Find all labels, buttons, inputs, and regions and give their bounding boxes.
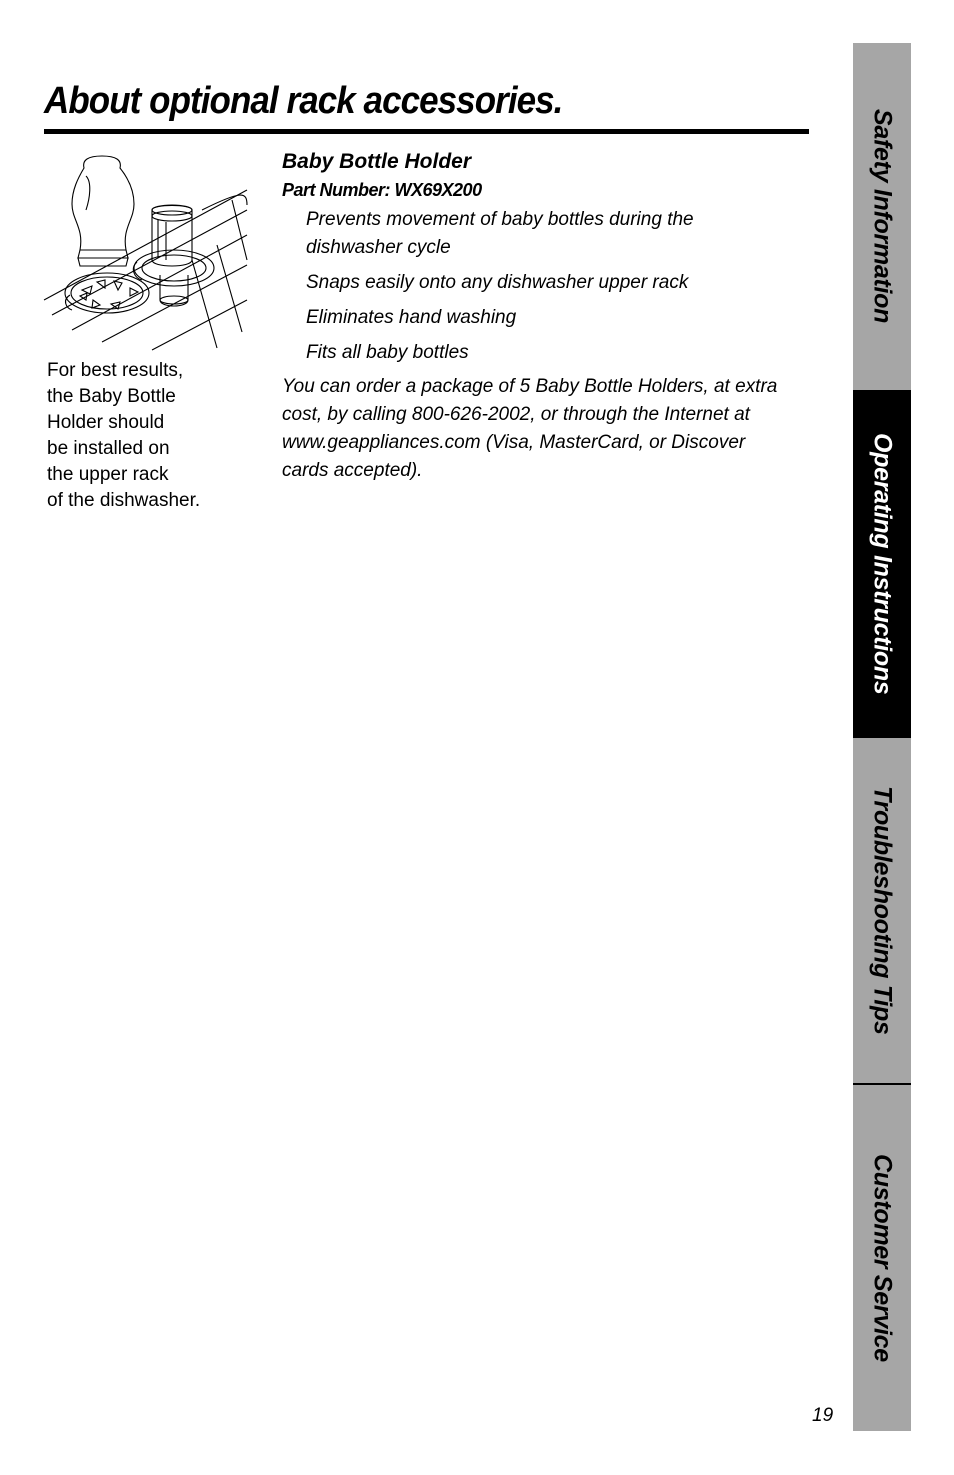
caption-line: For best results, [47,360,184,381]
tab-label: Troubleshooting Tips [868,786,897,1035]
caption-line: Holder should [47,412,165,433]
tab-label: Safety Information [868,109,897,324]
feature-item: Fits all baby bottles [306,342,469,363]
feature-item: Snaps easily onto any dishwasher upper rack [306,272,689,293]
tab-label: Customer Service [868,1154,897,1362]
tab-safety-information[interactable] [853,43,911,390]
tab-operating-instructions[interactable] [853,390,911,738]
caption-line: of the dishwasher. [47,490,201,511]
feature-item: Eliminates hand washing [306,307,517,328]
accessory-name: Baby Bottle Holder [282,150,472,173]
caption-line: be installed on [47,438,170,459]
tab-customer-service[interactable] [853,1085,911,1431]
title-rule [44,129,809,134]
baby-bottle-holder-illustration [42,150,252,355]
caption-line: the Baby Bottle [47,386,176,407]
page-number: 19 [812,1405,834,1426]
feature-item: Prevents movement of baby bottles during the dishwasher cycle [306,209,694,258]
illustration-caption [47,358,247,514]
tab-troubleshooting-tips[interactable] [853,738,911,1083]
page-title: About optional rack accessories. [44,80,563,122]
order-info: You can order a package of 5 Baby Bottle Holders, at extra cost, by calling 800-626-2002, or through the Internet at www.geappliances.com (Visa, MasterCard, or Discover cards accepted). [282,376,778,481]
caption-line: the upper rack [47,464,169,485]
tab-label: Operating Instructions [868,433,897,695]
section-tabs [853,43,911,1431]
part-number: Part Number: WX69X200 [282,180,482,200]
feature-list [306,206,776,374]
